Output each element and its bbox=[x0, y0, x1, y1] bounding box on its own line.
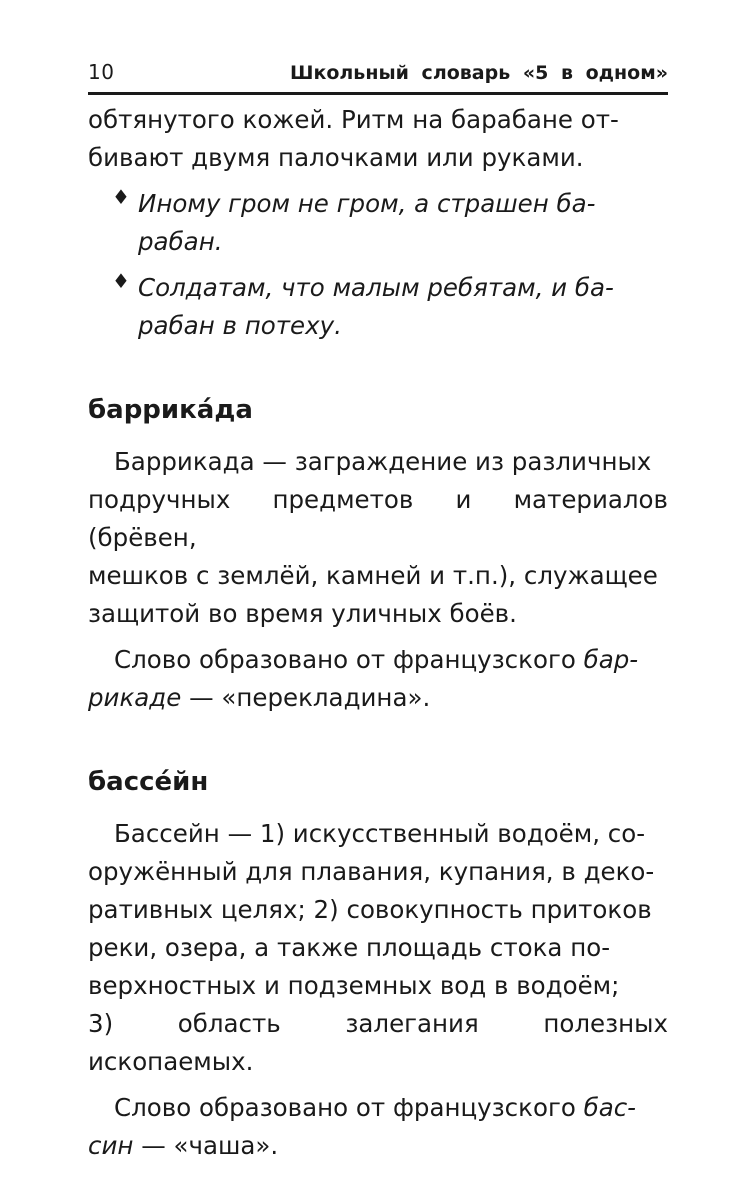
entry-definition bbox=[88, 443, 668, 633]
page-number: 10 bbox=[88, 60, 115, 84]
continuation-line: обтянутого кожей. Ритм на барабане от- bbox=[88, 105, 619, 134]
etymology-line bbox=[88, 1127, 668, 1165]
definition-line: верхностных и подземных вод в водоём; bbox=[88, 971, 620, 1000]
definition-line: защитой во время уличных боёв. bbox=[88, 599, 517, 628]
definition-line: реки, озера, а также площадь стока по- bbox=[88, 933, 611, 962]
etymology-line bbox=[88, 641, 668, 679]
etymology-line bbox=[88, 679, 668, 717]
etymology-word: син bbox=[88, 1131, 134, 1160]
etymology-word: бар- bbox=[583, 645, 639, 674]
etymology-suffix: — «чаша». bbox=[133, 1131, 279, 1160]
dictionary-entry bbox=[88, 763, 668, 1165]
definition-line: подручных предметов и материалов (брёвен, bbox=[88, 485, 668, 552]
entry-headword: бассе́йн bbox=[88, 767, 209, 797]
etymology-word: бас- bbox=[583, 1093, 637, 1122]
definition-line: 3) область залегания полезных ископаемых. bbox=[88, 1009, 668, 1076]
definition-line: мешков с землёй, камней и т.п.), служащее bbox=[88, 561, 658, 590]
dictionary-entry bbox=[88, 391, 668, 717]
definition-line: Бассейн — 1) искусственный водоём, со- bbox=[114, 819, 646, 848]
etymology-line bbox=[88, 1089, 668, 1127]
definition-line: Баррикада — заграждение из различных bbox=[114, 447, 652, 476]
proverb-line: рабан в потеху. bbox=[138, 311, 342, 340]
proverb bbox=[88, 269, 668, 345]
definition-line: оружённый для плавания, купания, в деко- bbox=[88, 857, 655, 886]
etymology-word: рикаде bbox=[88, 683, 182, 712]
book-title: Школьный словарь «5 в одном» bbox=[289, 62, 668, 84]
book-page bbox=[88, 60, 668, 1165]
definition-line: ративных целях; 2) совокупность притоков bbox=[88, 895, 652, 924]
page-content bbox=[88, 101, 668, 1165]
proverb-line: рабан. bbox=[138, 227, 223, 256]
entry-etymology bbox=[88, 641, 668, 717]
proverb-line: Иному гром не гром, а страшен ба- bbox=[138, 189, 596, 218]
etymology-prefix: Слово образовано от французского bbox=[114, 645, 584, 674]
running-head bbox=[88, 60, 668, 95]
etymology-prefix: Слово образовано от французского bbox=[114, 1093, 584, 1122]
entry-headword: баррика́да bbox=[88, 395, 253, 425]
continuation-text bbox=[88, 101, 668, 177]
proverb-line: Солдатам, что малым ребятам, и ба- bbox=[138, 273, 614, 302]
diamond-bullet-icon: ♦ bbox=[112, 185, 130, 209]
continuation-line: бивают двумя палочками или руками. bbox=[88, 143, 584, 172]
proverb bbox=[88, 185, 668, 261]
etymology-suffix: — «перекладина». bbox=[181, 683, 431, 712]
diamond-bullet-icon: ♦ bbox=[112, 269, 130, 293]
entry-definition bbox=[88, 815, 668, 1081]
entry-etymology bbox=[88, 1089, 668, 1165]
